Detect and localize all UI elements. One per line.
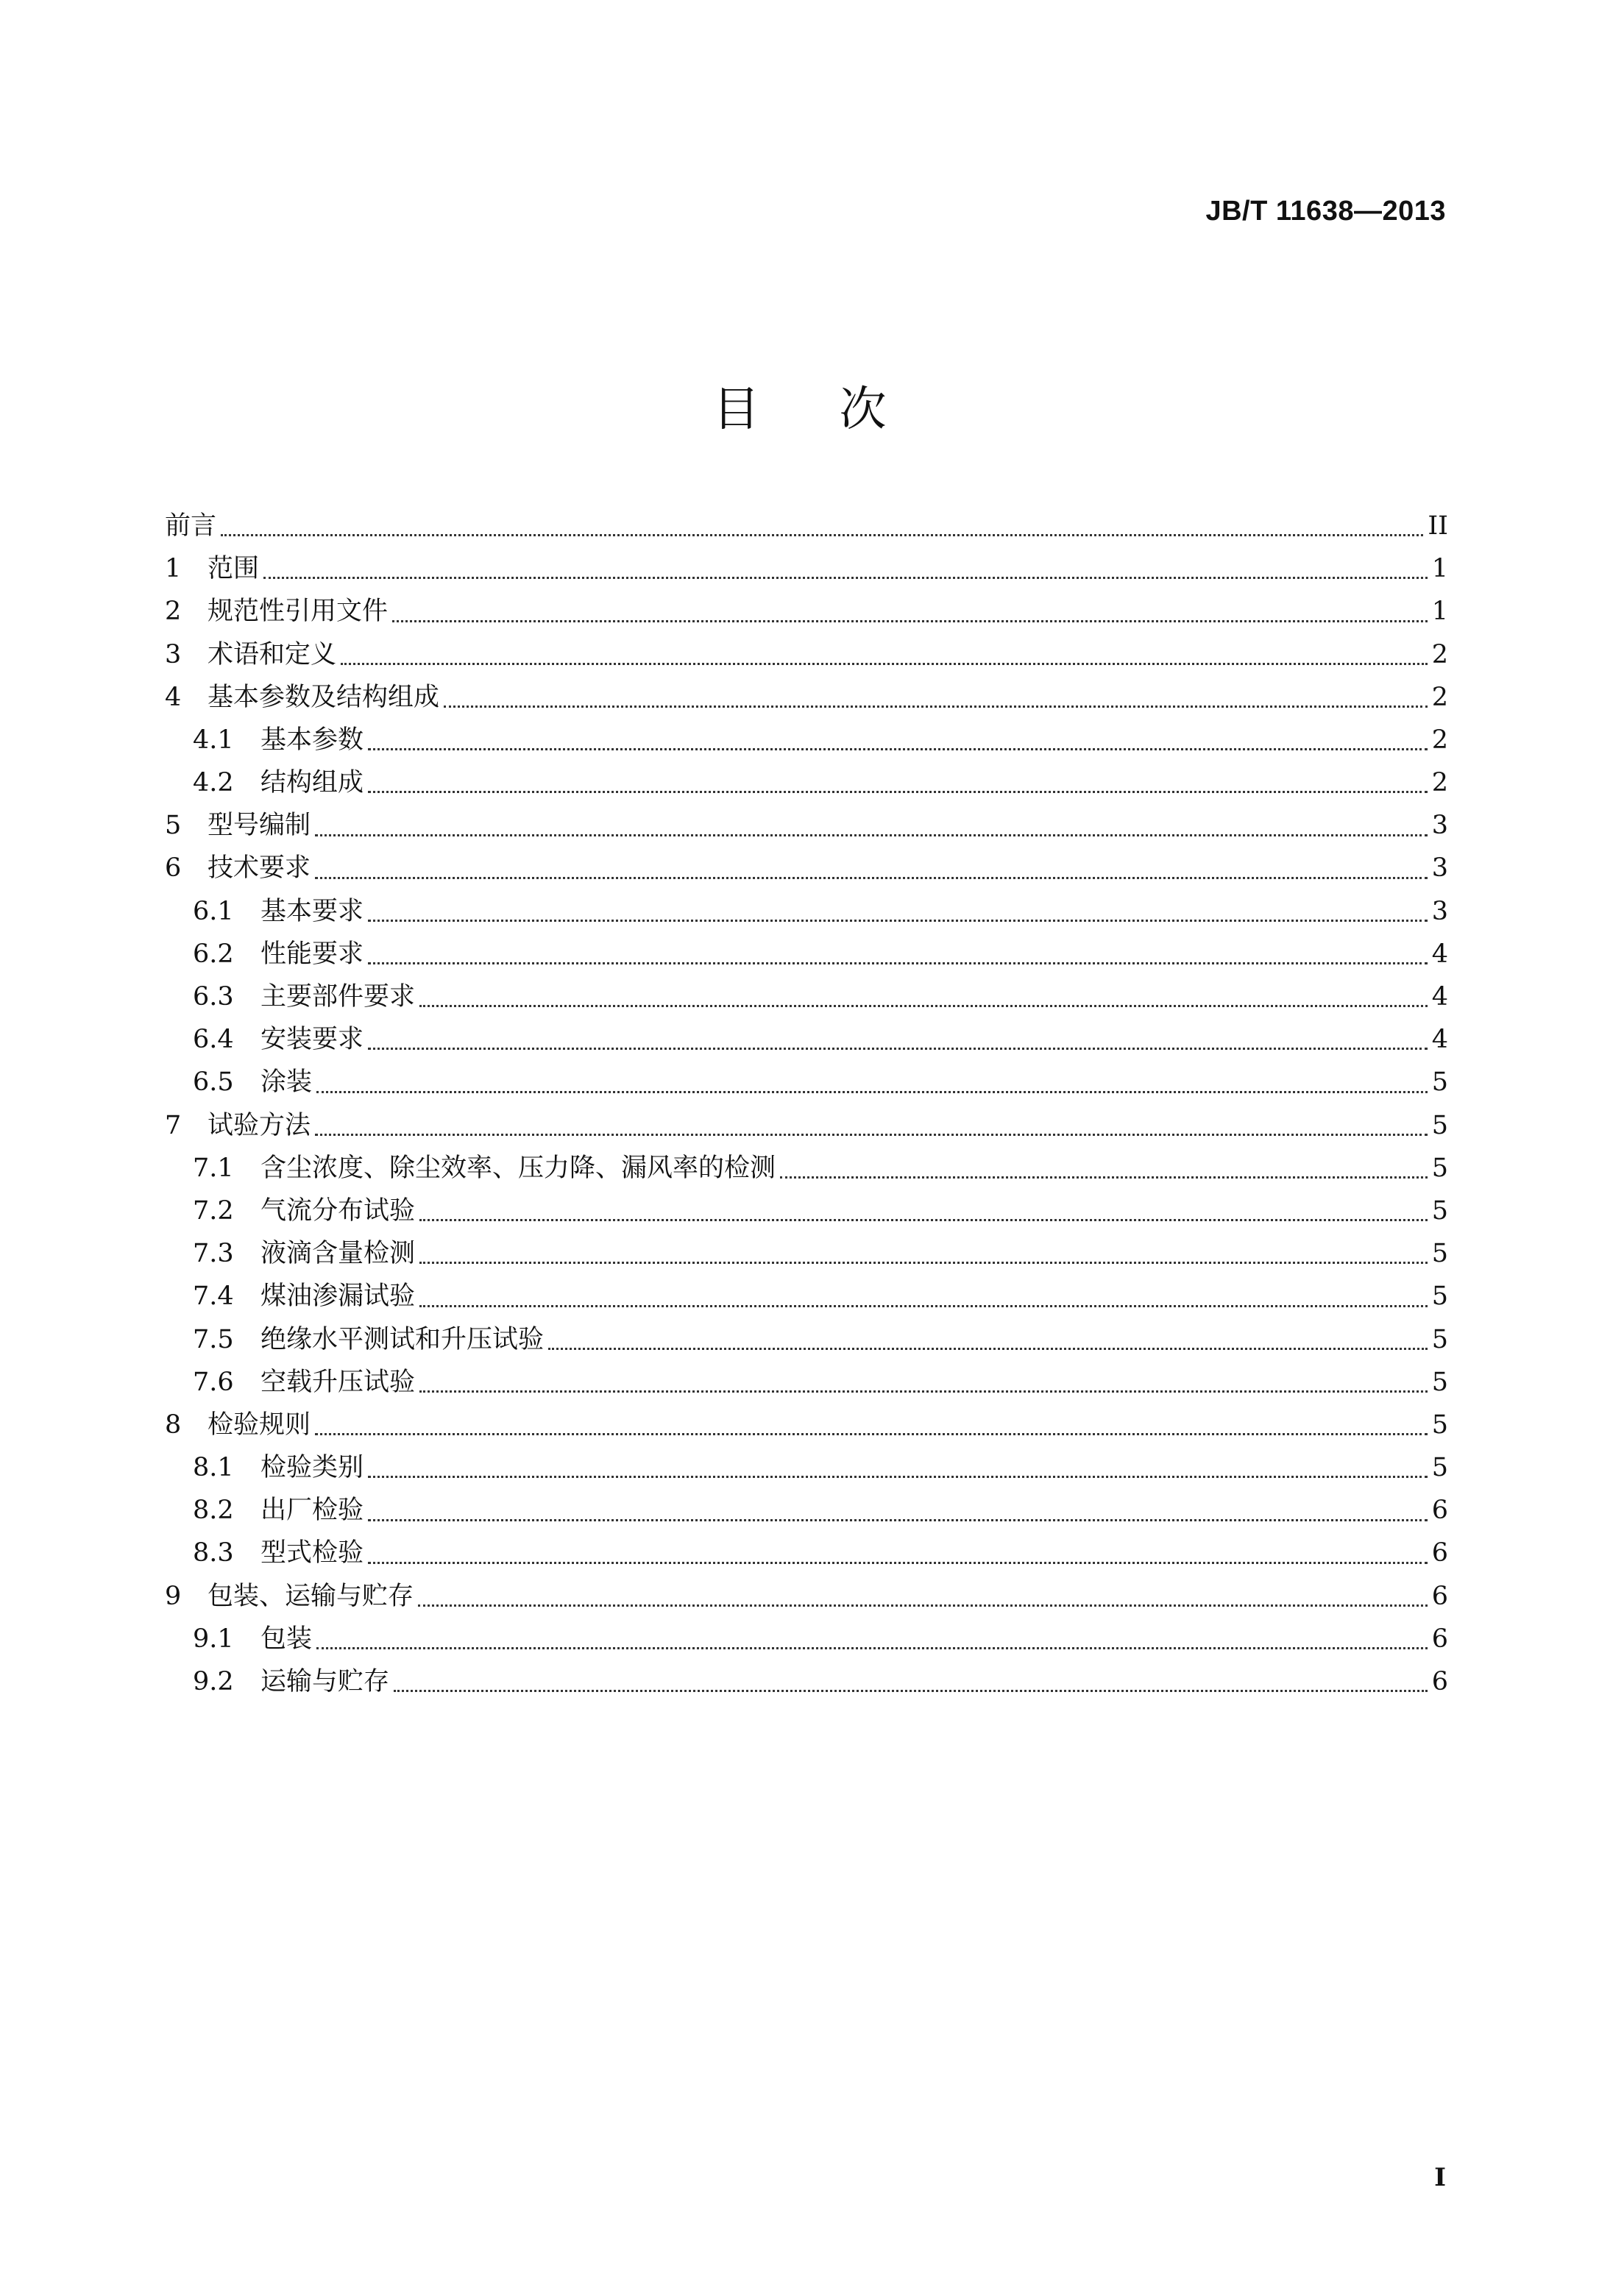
toc-entry-label: 涂装 <box>260 1067 313 1098</box>
toc-entry-label: 主要部件要求 <box>260 982 416 1012</box>
dot-leader <box>315 834 1428 836</box>
dot-leader <box>419 1390 1428 1393</box>
toc-entry-label: 型号编制 <box>208 811 311 841</box>
dot-leader <box>368 962 1428 964</box>
toc-entry-page: 2 <box>1431 682 1448 712</box>
toc-entry-page: 5 <box>1431 1153 1448 1183</box>
toc-entry-page: 6 <box>1431 1581 1448 1611</box>
dot-leader <box>419 1219 1428 1221</box>
dot-leader <box>315 1134 1428 1136</box>
toc-entry-page: 4 <box>1431 939 1448 969</box>
toc-entry-number: 6.4 <box>193 1025 234 1055</box>
toc-entry-number: 7.6 <box>193 1367 234 1397</box>
toc-entry-label: 含尘浓度、除尘效率、压力降、漏风率的检测 <box>260 1153 776 1183</box>
toc-entry-number: 8.2 <box>193 1496 234 1526</box>
toc-entry[interactable] <box>165 1104 1448 1147</box>
toc-entry-page: 2 <box>1431 768 1448 798</box>
page-number: I <box>1434 2163 1446 2192</box>
toc-entry-number: 7.1 <box>193 1153 234 1183</box>
toc-subentry[interactable] <box>165 1018 1448 1061</box>
toc-entry-page: 5 <box>1431 1367 1448 1397</box>
toc-subentry[interactable] <box>165 1275 1448 1318</box>
dot-leader <box>315 877 1428 879</box>
toc-entry-label: 空载升压试验 <box>260 1367 416 1397</box>
toc-entry-number: 6.1 <box>193 896 234 926</box>
toc-entry-page: 3 <box>1431 811 1448 841</box>
toc-entry-number: 1 <box>165 554 182 584</box>
toc-entry-number: 4.2 <box>193 768 234 798</box>
toc-entry-number: 7.4 <box>193 1282 234 1312</box>
toc-entry-number: 2 <box>165 597 182 627</box>
table-of-contents <box>165 505 1448 1703</box>
toc-entry-page: 5 <box>1431 1324 1448 1354</box>
dot-leader <box>548 1348 1428 1350</box>
toc-entry-label: 型式检验 <box>260 1538 364 1568</box>
dot-leader <box>368 791 1428 793</box>
dot-leader <box>780 1176 1428 1179</box>
toc-entry-page: 6 <box>1431 1624 1448 1654</box>
toc-entry[interactable] <box>165 847 1448 890</box>
dot-leader <box>394 1690 1428 1692</box>
toc-entry-page: 5 <box>1431 1410 1448 1440</box>
toc-entry-page: 6 <box>1431 1538 1448 1568</box>
toc-entry-number: 7.3 <box>193 1239 234 1269</box>
toc-subentry[interactable] <box>165 933 1448 975</box>
dot-leader <box>221 534 1423 536</box>
dot-leader <box>316 1091 1428 1093</box>
toc-entry-page: 2 <box>1431 639 1448 669</box>
dot-leader <box>368 1519 1428 1521</box>
toc-entry-label: 术语和定义 <box>208 639 337 669</box>
dot-leader <box>419 1262 1428 1264</box>
dot-leader <box>418 1604 1428 1607</box>
toc-subentry[interactable] <box>165 719 1448 761</box>
dot-leader <box>444 705 1428 708</box>
dot-leader <box>368 1048 1428 1050</box>
toc-subentry[interactable] <box>165 1061 1448 1103</box>
toc-entry-number: 5 <box>165 811 182 841</box>
toc-entry-number: 6.3 <box>193 982 234 1012</box>
toc-subentry[interactable] <box>165 890 1448 933</box>
toc-subentry[interactable] <box>165 1361 1448 1404</box>
toc-entry[interactable] <box>165 547 1448 590</box>
dot-leader <box>263 577 1428 579</box>
toc-entry-page: 5 <box>1431 1110 1448 1140</box>
toc-subentry[interactable] <box>165 1190 1448 1232</box>
toc-entry-page: 5 <box>1431 1195 1448 1226</box>
toc-entry-number: 6 <box>165 853 182 884</box>
dot-leader <box>392 620 1428 622</box>
toc-subentry[interactable] <box>165 1618 1448 1660</box>
toc-entry-label: 安装要求 <box>260 1025 364 1055</box>
toc-entry-label: 包装、运输与贮存 <box>208 1581 414 1611</box>
toc-entry[interactable] <box>165 1404 1448 1446</box>
toc-entry-label: 基本参数及结构组成 <box>208 682 440 712</box>
toc-entry-page: 6 <box>1431 1496 1448 1526</box>
toc-entry-page: 1 <box>1431 597 1448 627</box>
toc-entry-number: 9.1 <box>193 1624 234 1654</box>
document-code: JB/T 11638—2013 <box>1205 196 1446 227</box>
toc-entry-label: 基本参数 <box>260 725 364 755</box>
toc-entry-label: 气流分布试验 <box>260 1195 416 1226</box>
toc-subentry[interactable] <box>165 1318 1448 1361</box>
toc-entry-foreword[interactable] <box>165 505 1448 547</box>
toc-subentry[interactable] <box>165 1660 1448 1703</box>
toc-entry[interactable] <box>165 633 1448 676</box>
toc-entry-number: 4.1 <box>193 725 234 755</box>
dot-leader <box>316 1647 1428 1649</box>
toc-entry[interactable] <box>165 676 1448 719</box>
toc-subentry[interactable] <box>165 1489 1448 1532</box>
toc-entry-label: 技术要求 <box>208 853 311 884</box>
toc-subentry[interactable] <box>165 1147 1448 1190</box>
toc-entry-label: 检验规则 <box>208 1410 311 1440</box>
toc-entry-label: 出厂检验 <box>260 1496 364 1526</box>
toc-entry-page: II <box>1428 511 1448 541</box>
toc-entry-label: 检验类别 <box>260 1453 364 1483</box>
toc-entry-page: 5 <box>1431 1453 1448 1483</box>
toc-entry-label: 运输与贮存 <box>260 1667 390 1697</box>
dot-leader <box>368 748 1428 750</box>
toc-subentry[interactable] <box>165 761 1448 804</box>
toc-entry-page: 3 <box>1431 853 1448 884</box>
toc-entry-number: 4 <box>165 682 182 712</box>
toc-entry-label: 煤油渗漏试验 <box>260 1282 416 1312</box>
toc-subentry[interactable] <box>165 1532 1448 1575</box>
toc-entry-number: 7.5 <box>193 1324 234 1354</box>
toc-entry-number: 6.2 <box>193 939 234 969</box>
toc-entry-label: 规范性引用文件 <box>208 597 389 627</box>
toc-entry-page: 2 <box>1431 725 1448 755</box>
toc-subentry[interactable] <box>165 975 1448 1018</box>
toc-entry-page: 5 <box>1431 1239 1448 1269</box>
toc-entry-number: 9.2 <box>193 1667 234 1697</box>
dot-leader <box>419 1005 1428 1007</box>
dot-leader <box>315 1433 1428 1435</box>
toc-entry-label: 绝缘水平测试和升压试验 <box>260 1324 545 1354</box>
toc-entry-number: 3 <box>165 639 182 669</box>
toc-entry-label: 基本要求 <box>260 896 364 926</box>
toc-entry-label: 试验方法 <box>208 1110 311 1140</box>
toc-entry-label: 性能要求 <box>260 939 364 969</box>
toc-entry[interactable] <box>165 590 1448 633</box>
toc-entry-number: 8.3 <box>193 1538 234 1568</box>
toc-entry-label: 前言 <box>165 511 217 541</box>
page-title: 目次 <box>712 383 966 437</box>
toc-entry-label: 液滴含量检测 <box>260 1239 416 1269</box>
dot-leader <box>368 1562 1428 1564</box>
toc-entry-page: 4 <box>1431 1025 1448 1055</box>
toc-entry-page: 3 <box>1431 896 1448 926</box>
toc-entry-number: 9 <box>165 1581 182 1611</box>
toc-entry-page: 6 <box>1431 1667 1448 1697</box>
toc-entry[interactable] <box>165 1575 1448 1618</box>
dot-leader <box>368 1476 1428 1478</box>
toc-entry[interactable] <box>165 804 1448 847</box>
toc-entry-label: 范围 <box>208 554 260 584</box>
dot-leader <box>419 1305 1428 1307</box>
toc-entry-page: 5 <box>1431 1282 1448 1312</box>
toc-entry-page: 1 <box>1431 554 1448 584</box>
toc-entry-number: 7 <box>165 1110 182 1140</box>
toc-entry-number: 8 <box>165 1410 182 1440</box>
toc-subentry[interactable] <box>165 1446 1448 1489</box>
toc-entry-number: 8.1 <box>193 1453 234 1483</box>
toc-entry-label: 结构组成 <box>260 768 364 798</box>
dot-leader <box>341 663 1428 665</box>
toc-entry-page: 5 <box>1431 1067 1448 1098</box>
toc-entry-page: 4 <box>1431 982 1448 1012</box>
toc-entry-number: 7.2 <box>193 1195 234 1226</box>
toc-subentry[interactable] <box>165 1232 1448 1275</box>
dot-leader <box>368 920 1428 922</box>
toc-entry-number: 6.5 <box>193 1067 234 1098</box>
toc-entry-label: 包装 <box>260 1624 313 1654</box>
